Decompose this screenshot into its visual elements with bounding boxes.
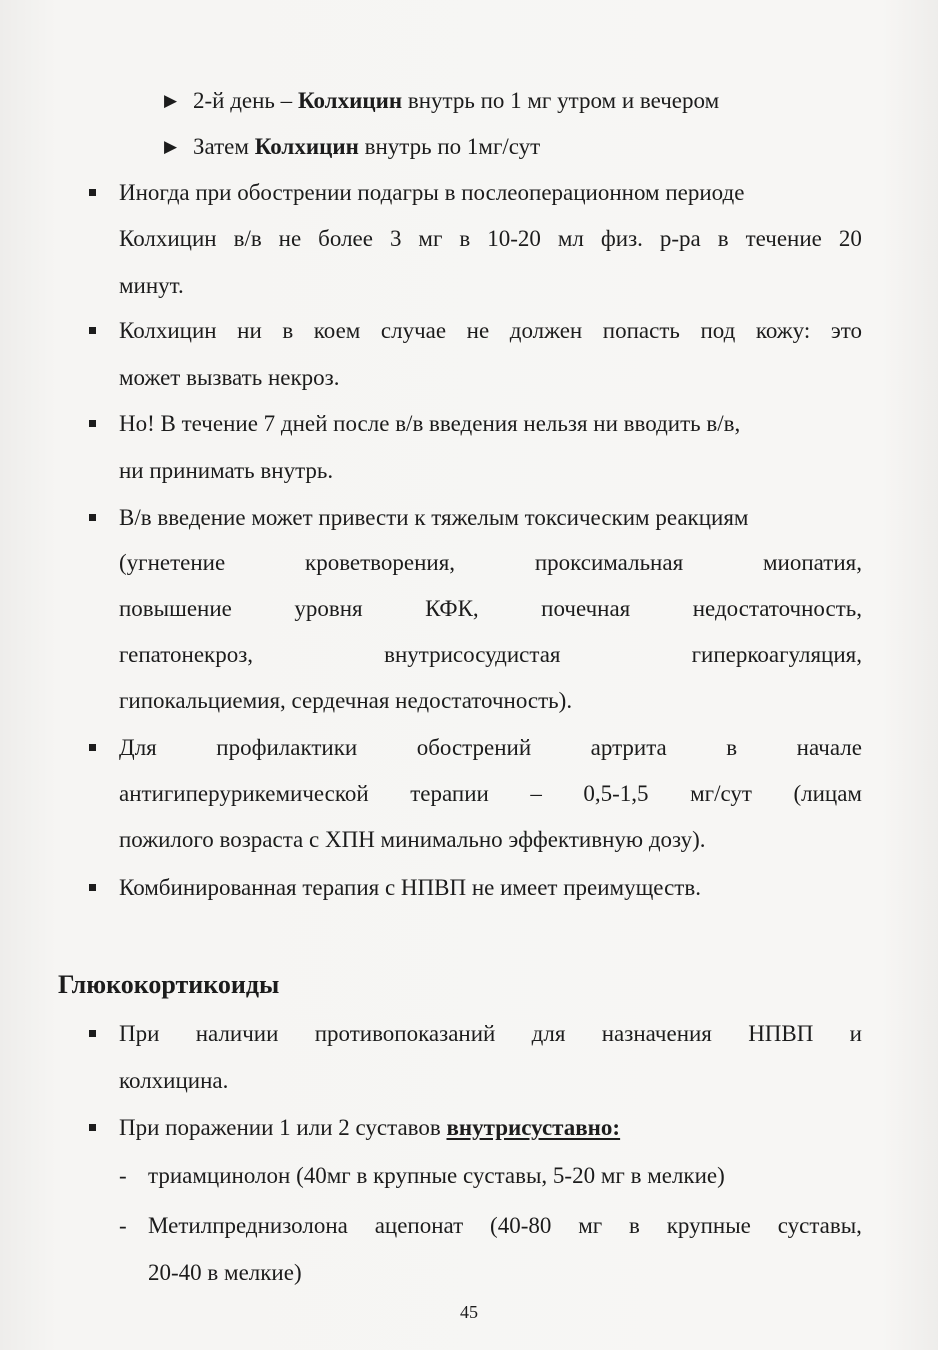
word: Метилпреднизолона	[148, 1213, 348, 1238]
bullet-icon	[89, 744, 96, 751]
bullet-icon	[89, 327, 96, 334]
text-fragment: внутрь по 1мг/сут	[358, 134, 541, 159]
sub-item-then	[193, 132, 540, 162]
word: Колхицин	[119, 226, 217, 251]
bullet-text-line	[119, 224, 862, 254]
dash-marker: -	[119, 1163, 127, 1188]
word: гиперкоагуляция,	[691, 642, 862, 667]
drug-name: Колхицин	[254, 134, 359, 159]
word: антигиперурикемической	[119, 781, 369, 806]
word: не	[278, 226, 302, 251]
word: –	[530, 781, 542, 806]
bullet-text-line: ни принимать внутрь.	[119, 458, 334, 483]
word: артрита	[590, 735, 667, 760]
bullet-text-line	[119, 1019, 862, 1049]
drug-name: Колхицин	[297, 88, 403, 113]
word: начале	[796, 735, 862, 760]
dash-item-text	[148, 1211, 862, 1241]
emphasis-text: внутрисуставно:	[446, 1115, 621, 1140]
bullet-text-line: пожилого возраста с ХПН минимально эффективную дозу).	[119, 827, 706, 852]
word: (угнетение	[119, 550, 226, 575]
word: 10-20	[487, 226, 541, 251]
page-number: 45	[460, 1302, 478, 1322]
word: суставы,	[777, 1213, 862, 1238]
word: миопатия,	[762, 550, 862, 575]
word: течение	[745, 226, 822, 251]
dash-item-text: 20-40 в мелкие)	[148, 1260, 302, 1285]
word: это	[830, 318, 862, 343]
word: коем	[313, 318, 361, 343]
word: 20	[838, 226, 862, 251]
arrow-icon: ▶	[164, 91, 178, 110]
word: уровня	[294, 596, 363, 621]
text-fragment: внутрь по 1 мг утром и вечером	[402, 88, 720, 113]
word: назначения	[601, 1021, 712, 1046]
word: случае	[380, 318, 447, 343]
word: и	[849, 1021, 862, 1046]
bullet-text-line: Комбинированная терапия с НПВП не имеет преимуществ.	[119, 875, 701, 900]
dash-item-text: триамцинолон (40мг в крупные суставы, 5-20 мг в мелкие)	[148, 1163, 725, 1188]
text-fragment: При поражении 1 или 2 суставов	[119, 1115, 447, 1140]
bullet-text-line: Но! В течение 7 дней после в/в введения нельзя ни вводить в/в,	[119, 411, 741, 436]
bullet-text-line: может вызвать некроз.	[119, 365, 340, 390]
bullet-icon	[89, 884, 96, 891]
bullet-text-line	[119, 733, 862, 763]
word: в	[717, 226, 729, 251]
word: р-ра	[659, 226, 701, 251]
word: кожу:	[755, 318, 811, 343]
word: ацепонат	[374, 1213, 464, 1238]
bullet-icon	[89, 1030, 96, 1037]
bullet-text-line	[119, 316, 862, 346]
word: профилактики	[216, 735, 358, 760]
word: ни	[237, 318, 262, 343]
word: крупные	[666, 1213, 751, 1238]
sub-item-day-2	[193, 86, 719, 116]
word: более	[318, 226, 373, 251]
arrow-icon: ▶	[164, 137, 178, 156]
word: наличии	[195, 1021, 279, 1046]
word: 3	[389, 226, 402, 251]
bullet-text-line: гипокальциемия, сердечная недостаточность).	[119, 688, 573, 713]
word: мг	[418, 226, 443, 251]
bullet-text-line: колхицина.	[119, 1068, 229, 1093]
bullet-text-line	[119, 1113, 620, 1143]
word: почечная	[541, 596, 631, 621]
bullet-text-line: минут.	[119, 273, 184, 298]
word: 0,5-1,5	[583, 781, 649, 806]
word: внутрисосудистая	[384, 642, 561, 667]
word: проксимальная	[534, 550, 684, 575]
word: недостаточность,	[692, 596, 862, 621]
text-fragment: Затем	[193, 134, 255, 159]
bullet-text-line	[119, 640, 862, 670]
word: в/в	[233, 226, 262, 251]
word: обострений	[416, 735, 532, 760]
bullet-icon	[89, 1124, 96, 1131]
word: для	[531, 1021, 566, 1046]
word: физ.	[600, 226, 643, 251]
word: повышение	[119, 596, 232, 621]
text-fragment: 2-й день –	[193, 88, 298, 113]
bullet-icon	[89, 189, 96, 196]
word: КФК,	[425, 596, 479, 621]
bullet-icon	[89, 420, 96, 427]
dash-marker: -	[119, 1213, 127, 1238]
word: в	[459, 226, 471, 251]
bullet-icon	[89, 514, 96, 521]
bullet-text-line: В/в введение может привести к тяжелым токсическим реакциям	[119, 505, 749, 530]
word: попасть	[602, 318, 680, 343]
word: должен	[509, 318, 583, 343]
word: (лицам	[793, 781, 862, 806]
word: При	[119, 1021, 160, 1046]
bullet-text-line	[119, 548, 862, 578]
word: Для	[119, 735, 157, 760]
word: кроветворения,	[305, 550, 456, 575]
word: в	[282, 318, 294, 343]
word: под	[700, 318, 736, 343]
word: (40-80	[490, 1213, 552, 1238]
word: терапии	[410, 781, 489, 806]
word: не	[466, 318, 490, 343]
bullet-text-line: Иногда при обострении подагры в послеоперационном периоде	[119, 180, 745, 205]
word: в	[629, 1213, 640, 1238]
word: мг/сут	[690, 781, 752, 806]
section-heading: Глюкокортикоиды	[58, 970, 280, 999]
word: мг	[578, 1213, 603, 1238]
word: гепатонекроз,	[119, 642, 254, 667]
word: Колхицин	[119, 318, 217, 343]
word: в	[726, 735, 738, 760]
word: мл	[557, 226, 584, 251]
bullet-text-line	[119, 779, 862, 809]
word: НПВП	[748, 1021, 814, 1046]
word: противопоказаний	[314, 1021, 496, 1046]
bullet-text-line	[119, 594, 862, 624]
